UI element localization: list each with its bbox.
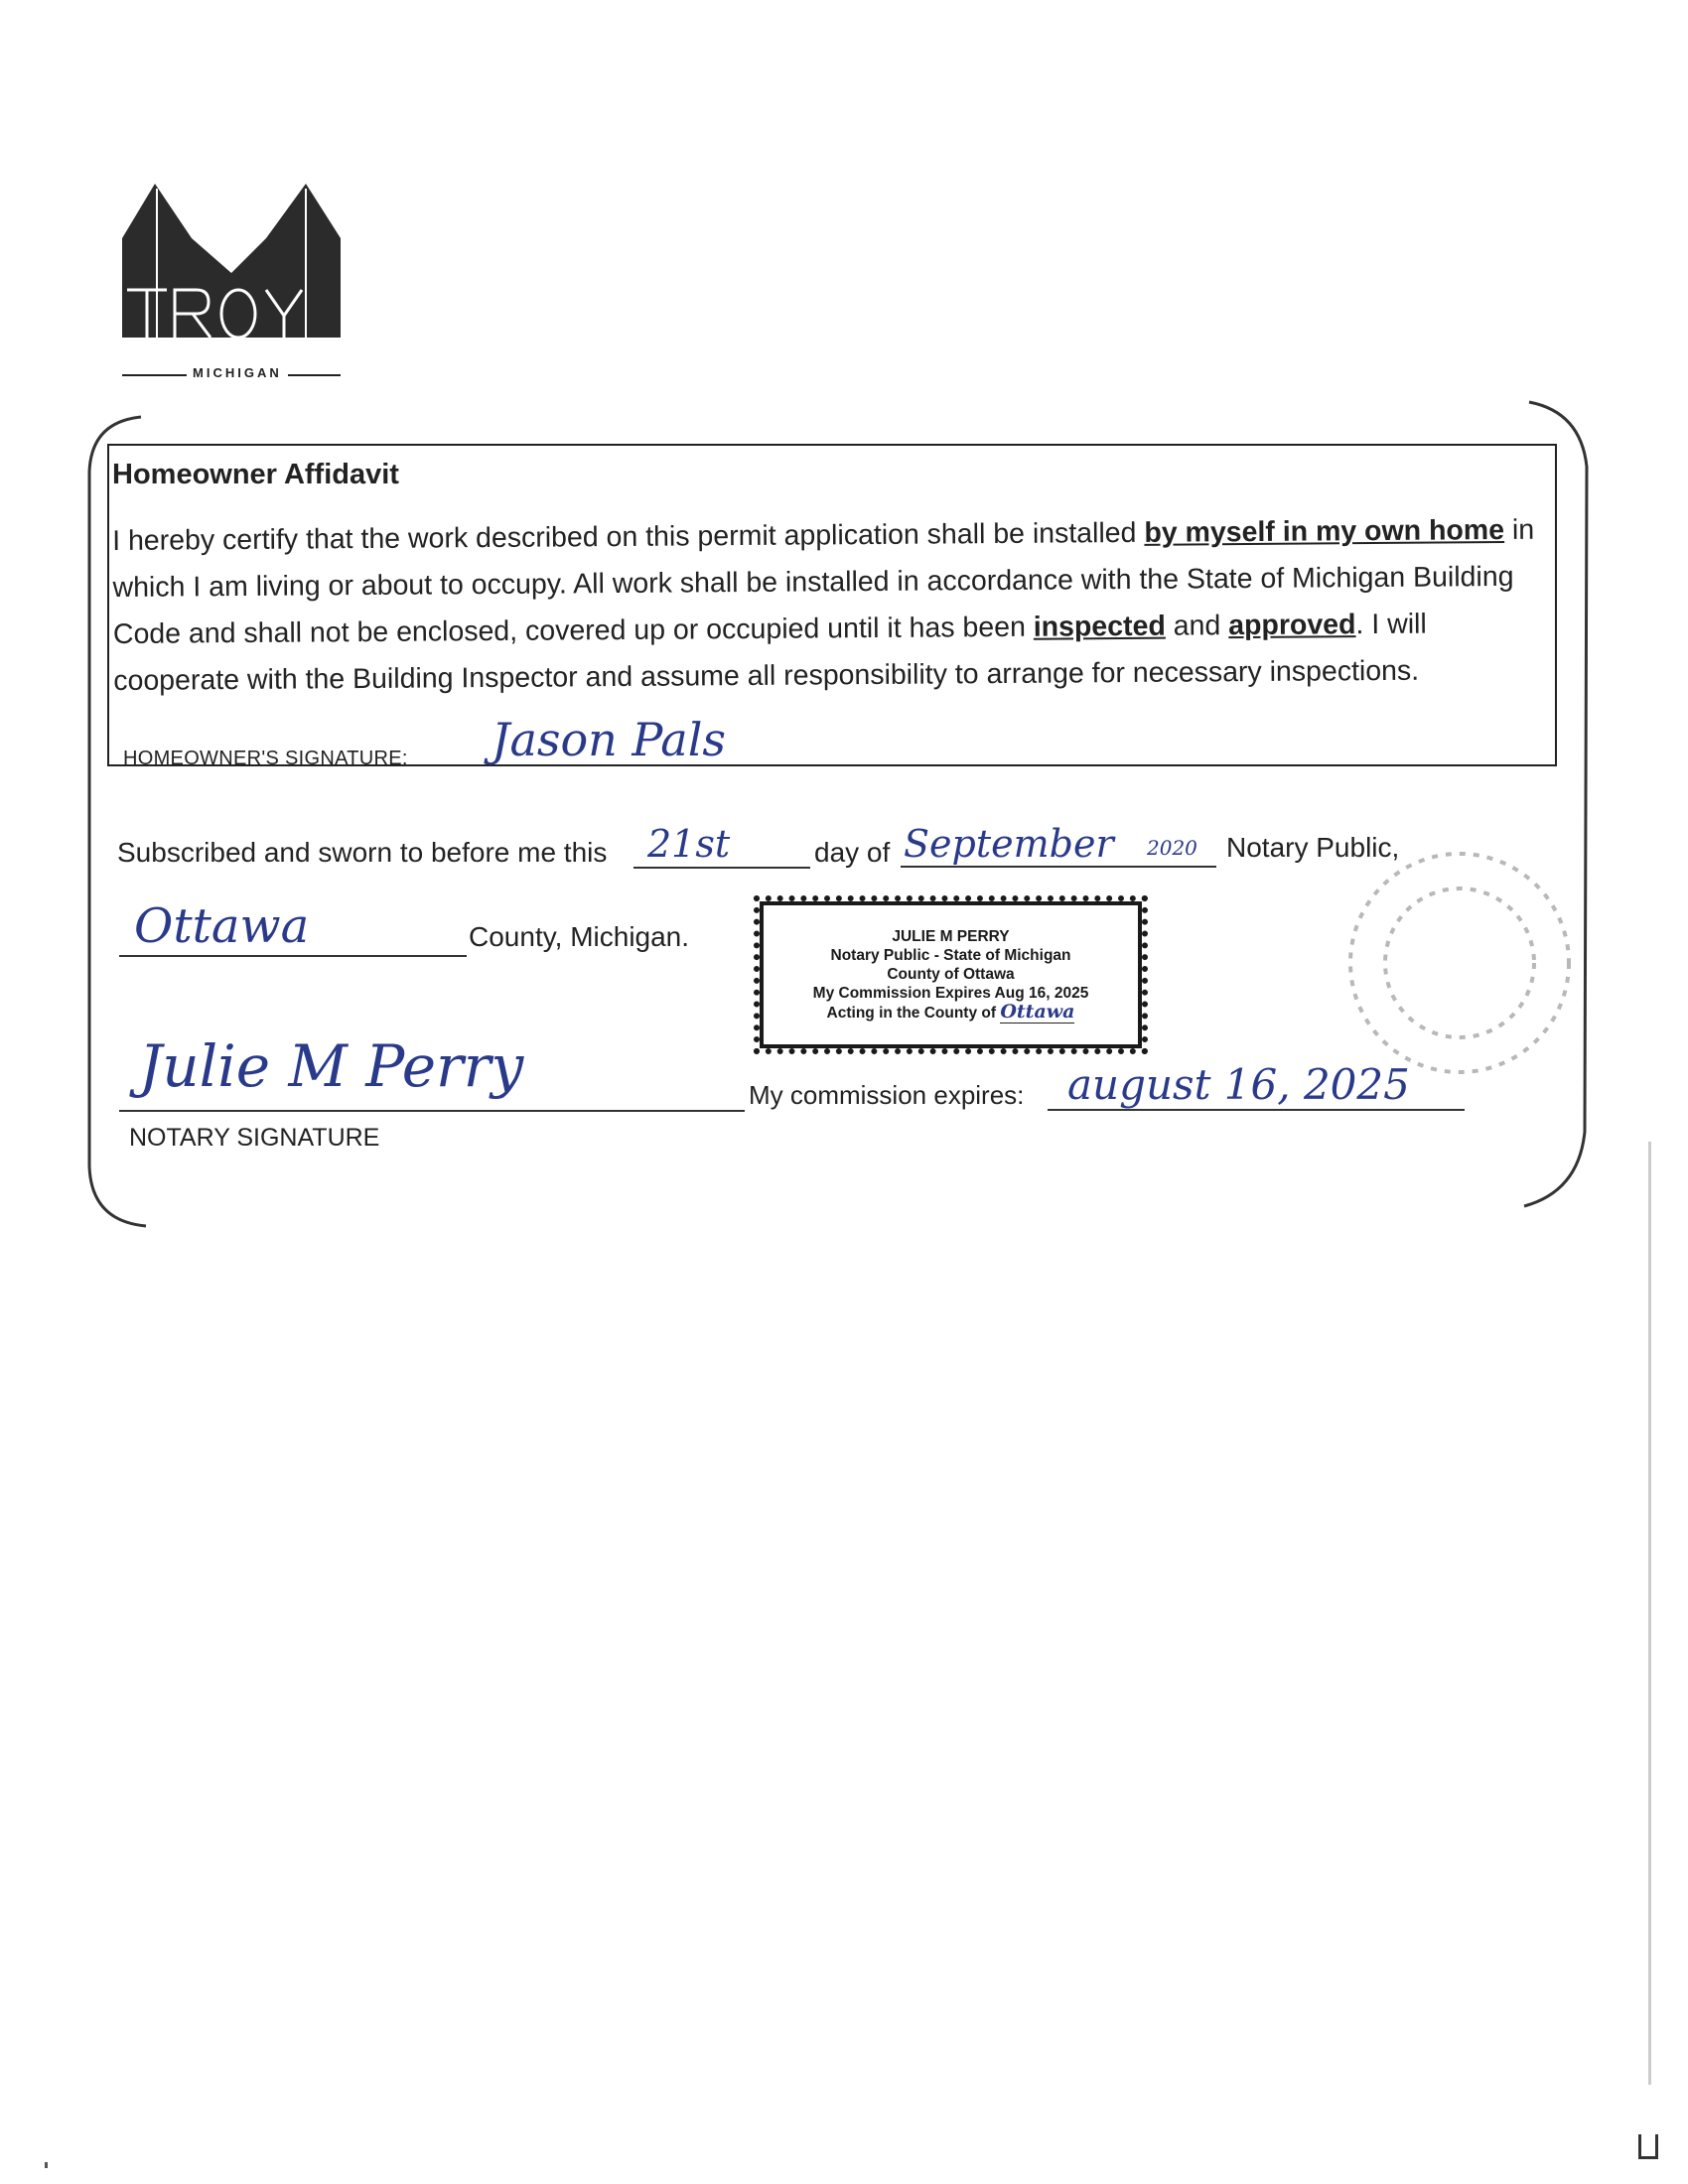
commission-date: august 16, 2025 — [1067, 1060, 1410, 1109]
day-of-label: day of — [814, 837, 891, 868]
troy-michigan-logo — [117, 179, 346, 402]
stamp-line-5: Acting in the County of Ottawa — [826, 1001, 1075, 1023]
sworn-year: 2020 — [1147, 836, 1197, 860]
emphasis-approved: approved — [1228, 609, 1356, 642]
sworn-month: September — [904, 822, 1114, 866]
emphasis-inspected: inspected — [1033, 610, 1166, 643]
emphasis-own-home: by myself in my own home — [1144, 513, 1505, 549]
logo-state-text: MICHIGAN — [187, 365, 288, 380]
stamp-acting-county: Ottawa — [1000, 1001, 1075, 1023]
county-value: Ottawa — [134, 898, 310, 954]
county-label: County, Michigan. — [469, 921, 690, 952]
notary-stamp — [760, 901, 1142, 1048]
commission-label: My commission expires: — [749, 1080, 1025, 1110]
stamp-line-2: Notary Public - State of Michigan — [830, 947, 1071, 964]
stamp-line-3: County of Ottawa — [887, 966, 1015, 983]
homeowner-signature-label: HOMEOWNER'S SIGNATURE: — [123, 748, 408, 769]
stamp-line-4: My Commission Expires Aug 16, 2025 — [812, 985, 1089, 1002]
affidavit-body: I hereby certify that the work described on this permit application shall be installed by myself in my own home in which I am living or about to occupy. All work shall be installed in accordance with the State of Michigan Building Code and shall not be enclosed, covered up or occupied until it has been inspected and approved. I will cooperate with the Building Inspector and assume all responsibility to arrange for necessary inspections. — [112, 513, 1535, 697]
sworn-day: 21st — [647, 822, 731, 866]
notary-signature: Julie M Perry — [139, 1032, 524, 1100]
sworn-prefix: Subscribed and sworn to before me this — [117, 837, 608, 868]
homeowner-signature: Jason Pals — [492, 713, 727, 766]
notary-signature-label: NOTARY SIGNATURE — [129, 1124, 380, 1152]
notary-public-label: Notary Public, — [1226, 832, 1400, 863]
stamp-name: JULIE M PERRY — [892, 928, 1010, 945]
affidavit-title: Homeowner Affidavit — [112, 459, 399, 490]
